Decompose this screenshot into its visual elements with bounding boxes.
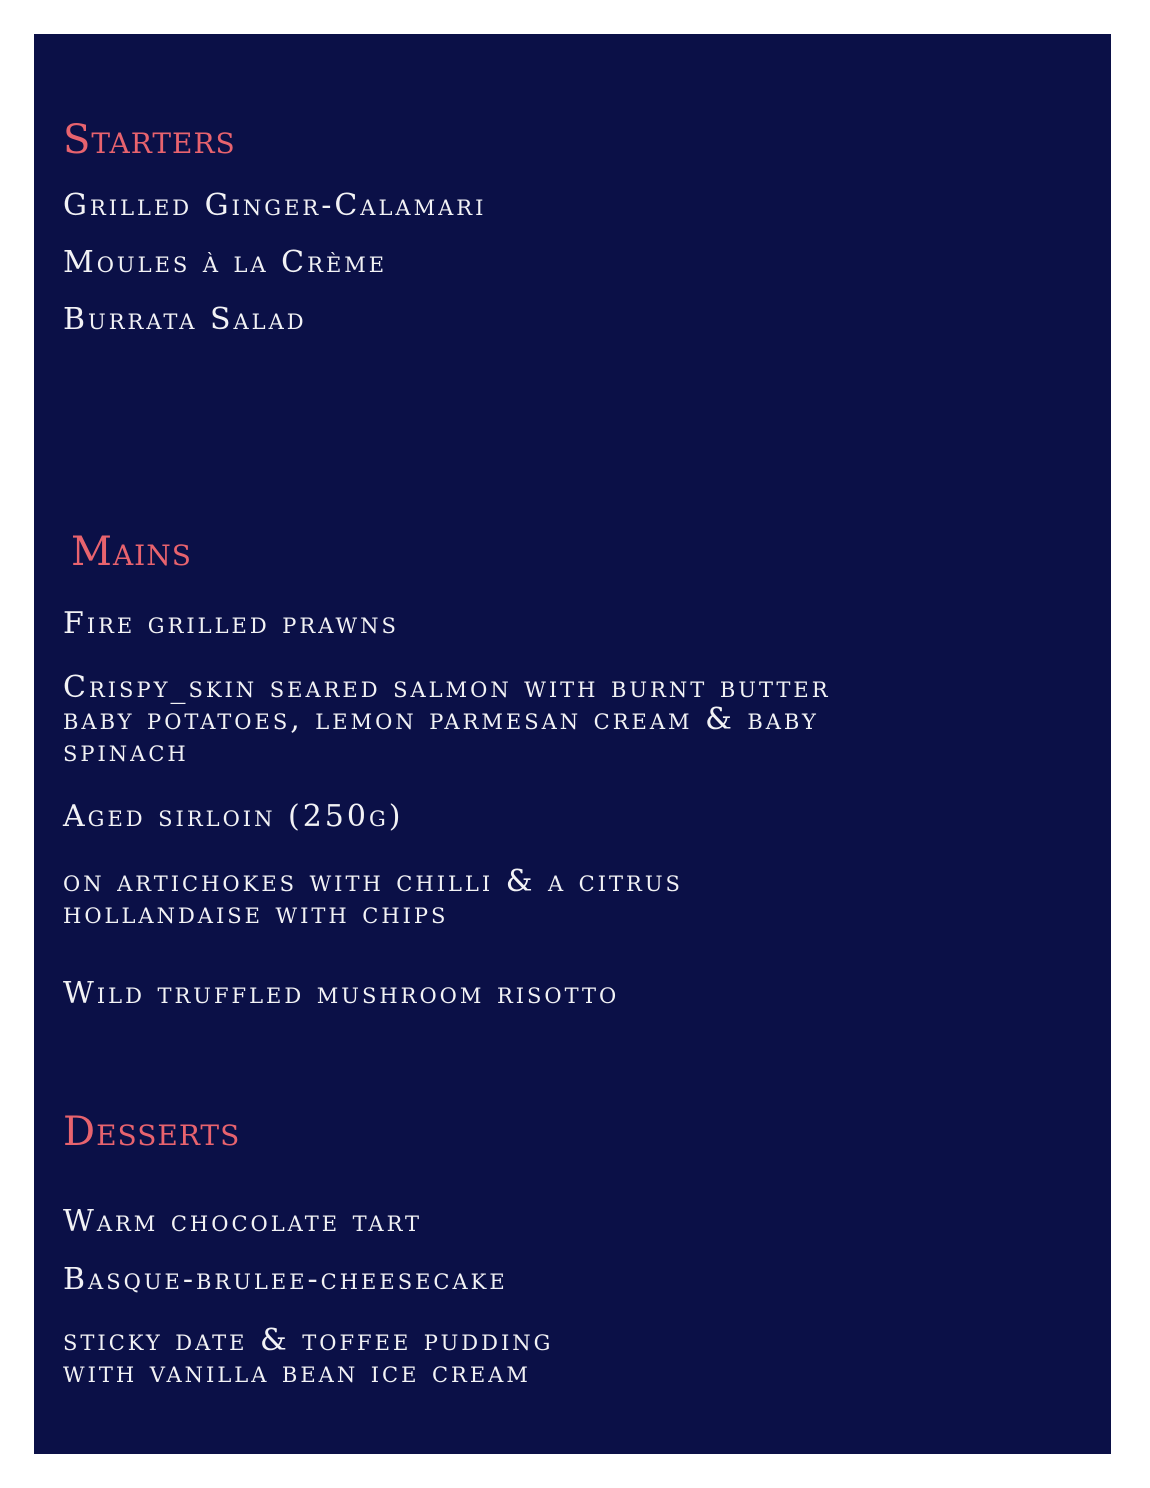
starters-heading: Starters (63, 117, 236, 163)
menu-panel (34, 34, 1111, 1454)
dessert-item: Basque-brulee-cheesecake (63, 1262, 508, 1297)
starter-item: Grilled Ginger-Calamari (63, 188, 487, 223)
mains-heading: Mains (71, 529, 192, 575)
main-item: Aged sirloin (250g) (63, 799, 404, 834)
starter-item: Moules à la Crème (63, 245, 388, 280)
main-item: Crispy_skin seared salmon with burnt butter baby potatoes, lemon parmesan cream & baby spinach (63, 670, 831, 769)
main-item: on artichokes with chilli & a citrus hollandaise with chips (63, 864, 683, 931)
dessert-item: Warm chocolate tart (63, 1204, 423, 1239)
dessert-item: sticky date & toffee pudding with vanilla bean ice cream (63, 1323, 554, 1390)
desserts-heading: Desserts (63, 1109, 241, 1155)
starter-item: Burrata Salad (63, 302, 307, 337)
main-item: Wild truffled mushroom risotto (63, 976, 620, 1011)
main-item: Fire grilled prawns (63, 606, 399, 641)
